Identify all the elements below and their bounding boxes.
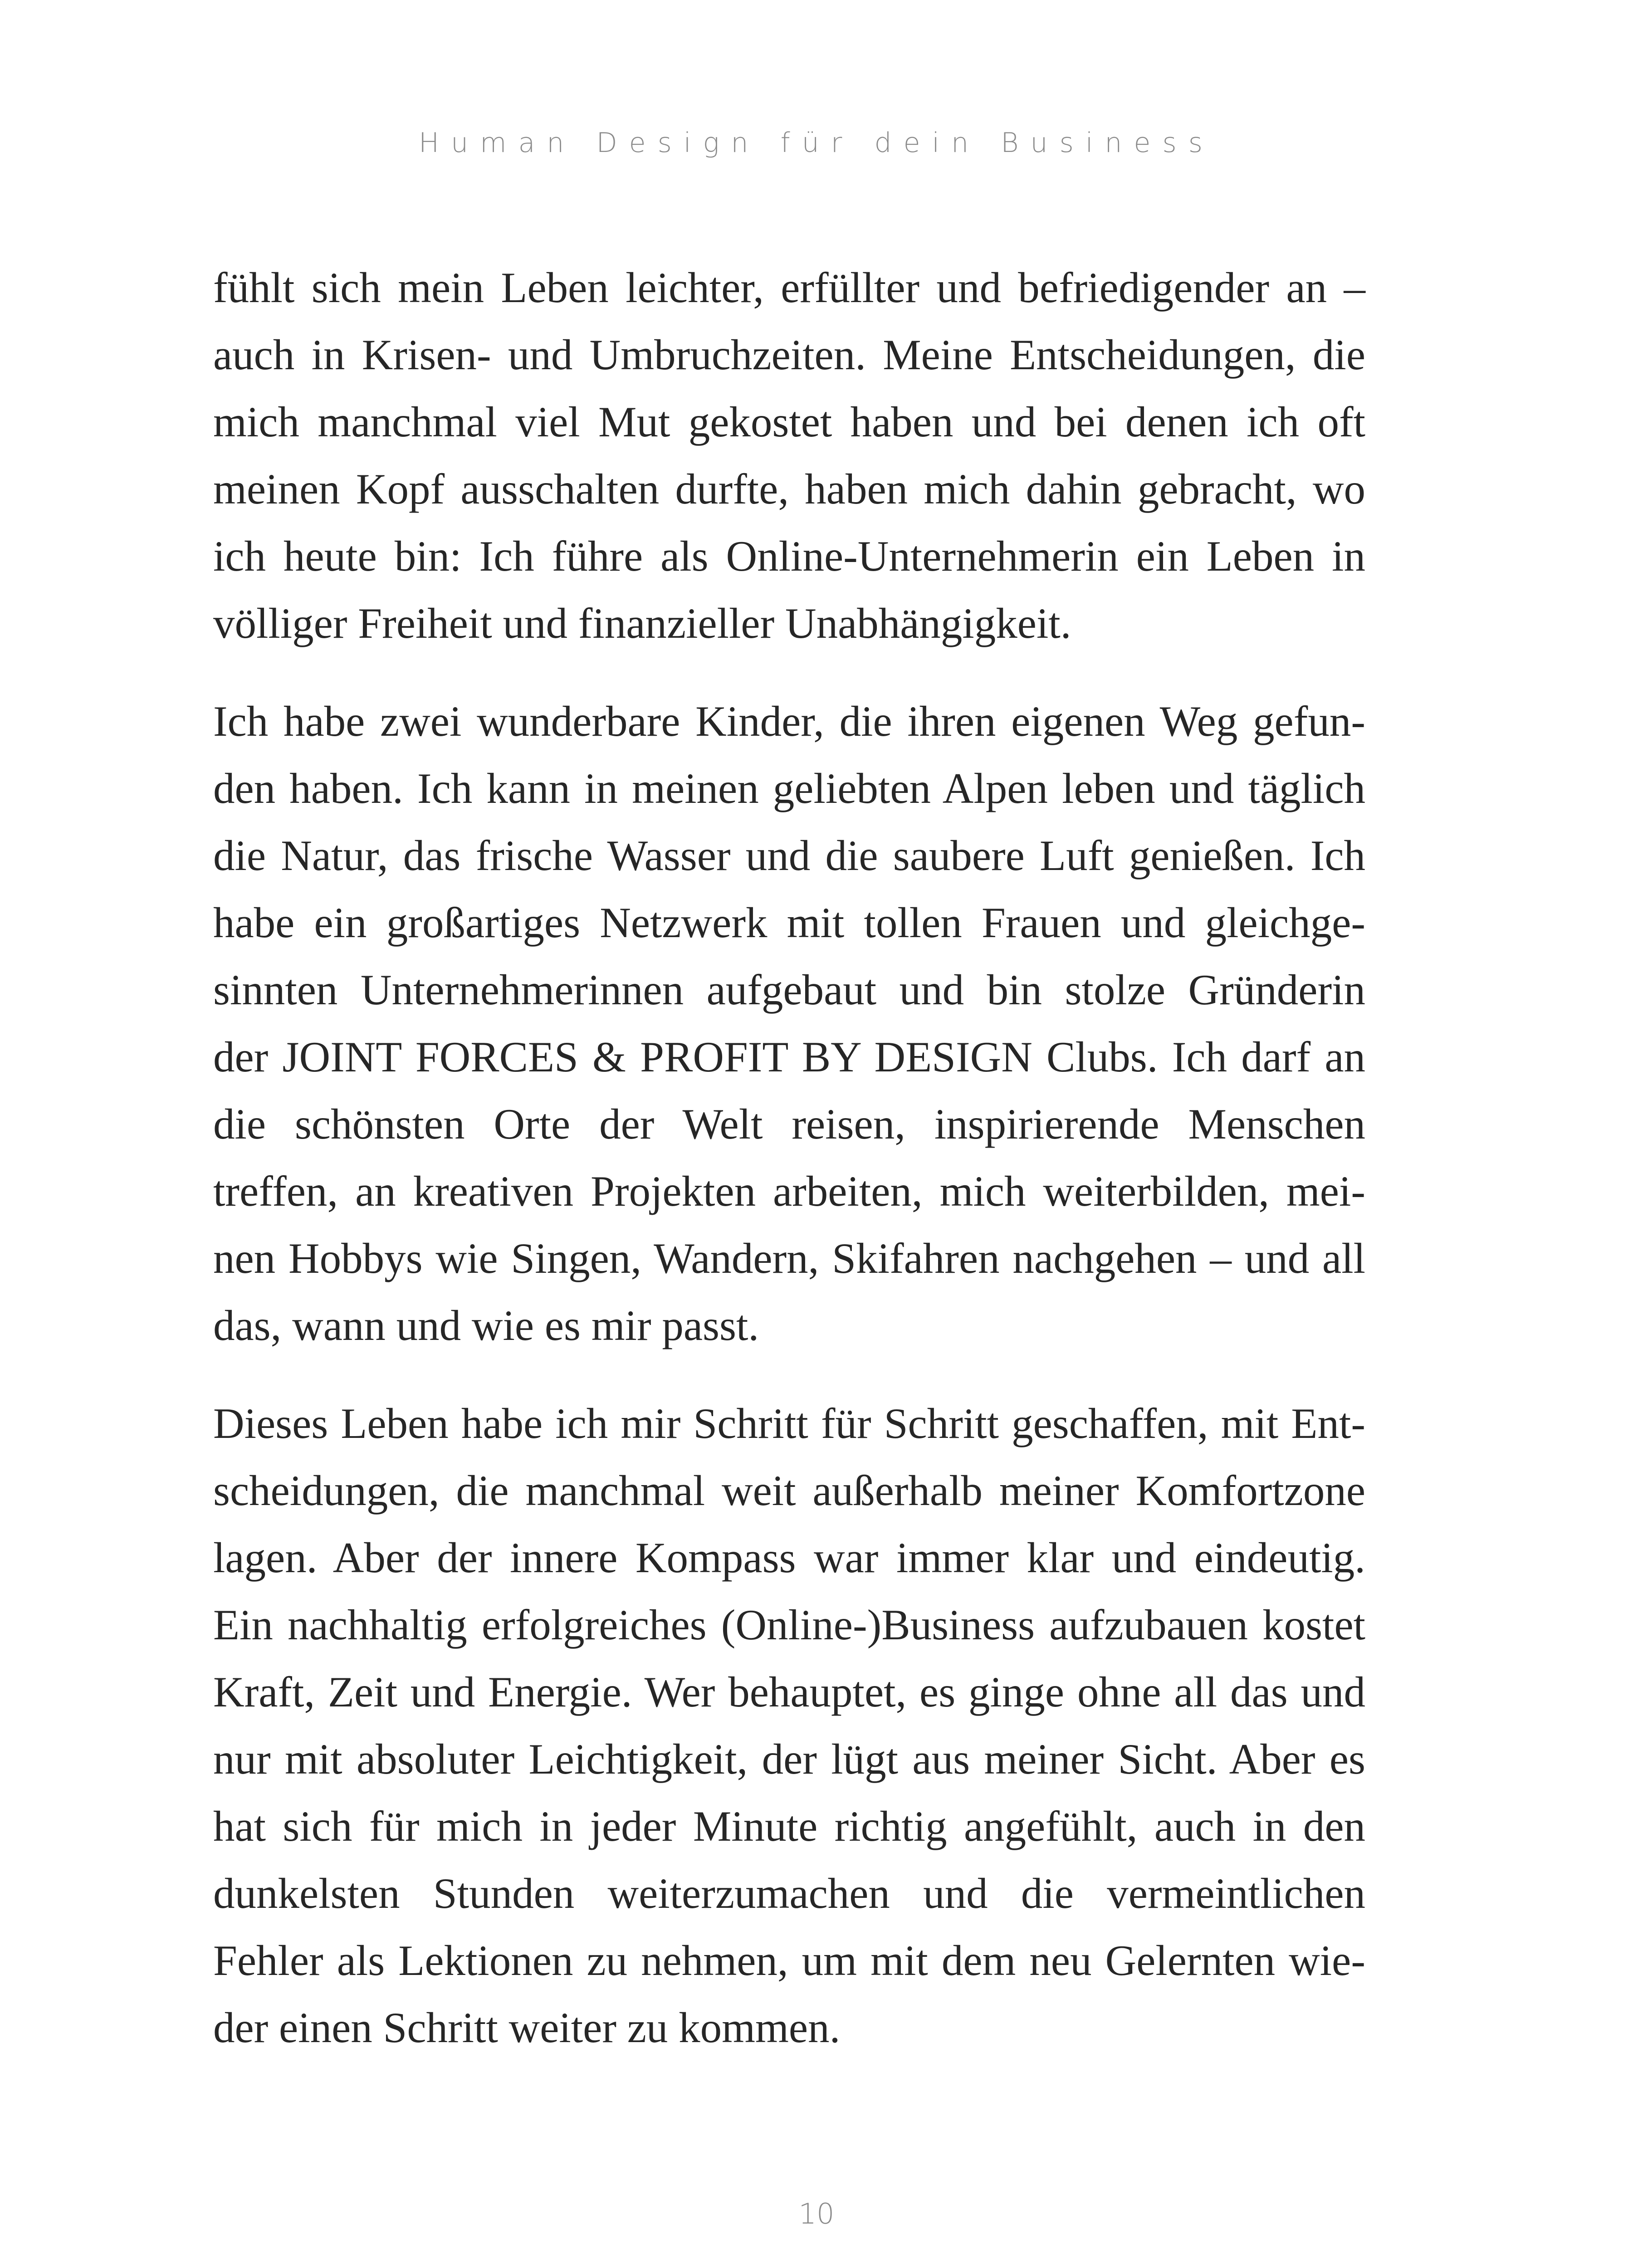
text-line: dunkelsten Stunden weiterzumachen und die vermeintlichen: [213, 1869, 1365, 1917]
text-line: nur mit absoluter Leichtigkeit, der lügt aus meiner Sicht. Aber es: [213, 1735, 1365, 1783]
text-line: treffen, an kreativen Projekten arbeiten, mich weiterbilden, mei-: [213, 1167, 1365, 1215]
text-line: der einen Schritt weiter zu kommen.: [213, 2004, 841, 2052]
text-line: Kraft, Zeit und Energie. Wer behauptet, es ginge ohne all das und: [213, 1668, 1365, 1716]
paragraph: [213, 688, 1365, 1359]
text-line: ich heute bin: Ich führe als Online-Unternehmerin ein Leben in: [213, 532, 1365, 580]
text-line: lagen. Aber der innere Kompass war immer klar und eindeutig.: [213, 1534, 1365, 1582]
text-line: der JOINT FORCES & PROFIT BY DESIGN Clubs. Ich darf an: [213, 1033, 1365, 1081]
text-line: nen Hobbys wie Singen, Wandern, Skifahren nachgehen – und all: [213, 1234, 1365, 1282]
text-line: fühlt sich mein Leben leichter, erfüllter und befriedigender an –: [213, 264, 1365, 312]
text-line: völliger Freiheit und finanzieller Unabhängigkeit.: [213, 599, 1071, 647]
running-header: Human Design für dein Business: [419, 127, 1214, 159]
text-line: scheidungen, die manchmal weit außerhalb meiner Komfortzone: [213, 1466, 1365, 1515]
text-line: die schönsten Orte der Welt reisen, inspirierende Menschen: [213, 1100, 1365, 1148]
text-line: Dieses Leben habe ich mir Schritt für Schritt geschaffen, mit Ent-: [213, 1399, 1365, 1447]
paragraph: [213, 254, 1365, 657]
text-line: hat sich für mich in jeder Minute richtig angefühlt, auch in den: [213, 1802, 1365, 1850]
body-text: [213, 254, 1365, 2092]
text-line: meinen Kopf ausschalten durfte, haben mich dahin gebracht, wo: [213, 465, 1365, 513]
text-line: Fehler als Lektionen zu nehmen, um mit dem neu Gelernten wie-: [213, 1936, 1365, 1984]
text-line: das, wann und wie es mir passt.: [213, 1301, 759, 1349]
text-line: sinnten Unternehmerinnen aufgebaut und bin stolze Gründerin: [213, 966, 1365, 1014]
paragraph: [213, 1390, 1365, 2061]
text-line: den haben. Ich kann in meinen geliebten Alpen leben und täglich: [213, 764, 1365, 812]
page-number: 10: [798, 2197, 835, 2230]
text-line: Ein nachhaltig erfolgreiches (Online-)Business aufzubauen kostet: [213, 1601, 1365, 1649]
text-line: auch in Krisen- und Umbruchzeiten. Meine Entscheidungen, die: [213, 331, 1365, 379]
text-line: mich manchmal viel Mut gekostet haben und bei denen ich oft: [213, 398, 1365, 446]
text-line: die Natur, das frische Wasser und die saubere Luft genießen. Ich: [213, 831, 1365, 880]
text-line: Ich habe zwei wunderbare Kinder, die ihren eigenen Weg gefun-: [213, 697, 1365, 745]
text-line: habe ein großartiges Netzwerk mit tollen Frauen und gleichge-: [213, 899, 1365, 947]
